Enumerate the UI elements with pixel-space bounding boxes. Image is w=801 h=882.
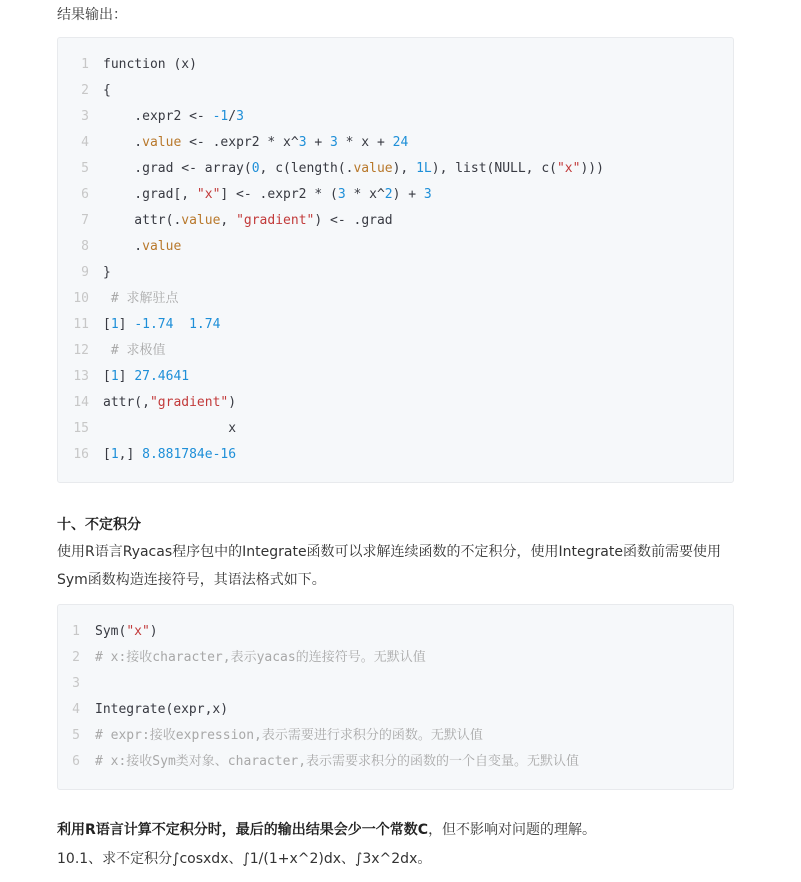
paragraph-note (57, 816, 747, 844)
code-line (58, 312, 733, 338)
code-token: 3 (423, 187, 432, 202)
code-token: ) (149, 624, 158, 639)
code-token: 3 (330, 135, 338, 150)
code-token: , c(length(. (259, 161, 354, 176)
intro-text: 结果输出： (57, 7, 127, 23)
line-number: 8 (81, 239, 89, 254)
line-number: 4 (72, 702, 80, 717)
line-number: 7 (81, 213, 89, 228)
line-number: 12 (73, 343, 89, 358)
code-token: "gradient" (149, 395, 229, 410)
line-number: 13 (73, 369, 89, 384)
code-token: ))) (580, 161, 604, 176)
code-token: , (220, 213, 237, 228)
code-token: ) + (392, 187, 424, 202)
note-bold: 利用R语言计算不定积分时，最后的输出结果会少一个常数C (57, 822, 429, 838)
code-token: 1 (110, 317, 119, 332)
code-token: [ (103, 369, 111, 384)
code-token: 1 (110, 369, 119, 384)
code-token: ), (392, 161, 417, 176)
line-number: 4 (81, 135, 89, 150)
code-token: "x" (196, 187, 221, 202)
code-line (58, 645, 733, 671)
code-token: * x^ (345, 187, 385, 202)
code-line (58, 338, 733, 364)
code-line (58, 260, 733, 286)
code-token: 3 (298, 135, 307, 150)
code-token: 3 (236, 109, 244, 124)
code-token: .expr2 <- (103, 109, 213, 124)
section-heading: 十、不定积分 (57, 517, 141, 533)
code-token: ) <- .grad (314, 213, 393, 228)
line-number: 1 (81, 57, 89, 72)
code-token: ] <- .expr2 * ( (220, 187, 338, 202)
code-token: 2 (384, 187, 393, 202)
line-number: 14 (73, 395, 89, 410)
code-token: <- .expr2 * x^ (181, 135, 299, 150)
code-token: { (103, 83, 111, 98)
line-number: 3 (81, 109, 89, 124)
code-token: # expr:接收expression,表示需要进行求积分的函数。无默认值 (95, 728, 483, 743)
code-token: 1 (110, 447, 119, 462)
code-token: + (306, 135, 330, 150)
code-block-output (57, 37, 734, 483)
code-line (58, 104, 733, 130)
code-line (58, 390, 733, 416)
code-lines (58, 619, 733, 775)
line-number: 6 (81, 187, 89, 202)
paragraph-intro: 使用R语言Ryacas程序包中的Integrate函数可以求解连续函数的不定积分，使用Integrate函数前需要使用Sym函数构造连接符号，其语法格式如下。 (57, 544, 721, 588)
code-token: value (353, 161, 393, 176)
code-token: 0 (251, 161, 260, 176)
code-token: value (181, 213, 221, 228)
code-token: # x:接收Sym类对象、character,表示需要求积分的函数的一个自变量。无默认值 (95, 754, 580, 769)
code-token: "x" (556, 161, 581, 176)
code-line (58, 156, 733, 182)
code-token: 27.4641 (134, 369, 190, 384)
code-token: value (142, 135, 182, 150)
code-line (58, 182, 733, 208)
code-token: * x + (337, 135, 393, 150)
code-lines (58, 52, 733, 468)
code-token: # 求解驻点 (103, 291, 179, 306)
line-number: 5 (81, 161, 89, 176)
code-token: Sym( (95, 624, 127, 639)
code-token: -1 (212, 109, 229, 124)
code-token: ), list(NULL, c( (431, 161, 557, 176)
code-token: ] (118, 317, 135, 332)
code-line (58, 442, 733, 468)
code-token: } (103, 265, 111, 280)
line-number: 10 (73, 291, 89, 306)
code-token: 8.881784e-16 (142, 447, 237, 462)
code-line (58, 52, 733, 78)
code-token: .grad[, (103, 187, 197, 202)
code-token: [ (103, 447, 111, 462)
line-number: 1 (72, 624, 80, 639)
code-line (58, 619, 733, 645)
line-number: 3 (72, 676, 80, 691)
line-number: 15 (73, 421, 89, 436)
code-token: [ (103, 317, 111, 332)
code-token: "gradient" (236, 213, 315, 228)
code-token: Integrate(expr,x) (95, 702, 229, 717)
code-line (58, 78, 733, 104)
code-token: ] (118, 369, 135, 384)
code-line (58, 208, 733, 234)
line-number: 16 (73, 447, 89, 462)
code-line (58, 416, 733, 442)
code-token: . (103, 135, 143, 150)
line-number: 9 (81, 265, 89, 280)
code-line (58, 723, 733, 749)
code-line (58, 671, 733, 697)
code-line (58, 234, 733, 260)
code-token: x (103, 421, 237, 436)
code-block-syntax (57, 604, 734, 790)
code-token: value (142, 239, 182, 254)
paragraph-example: 10.1、求不定积分∫cosxdx、∫1/(1+x^2)dx、∫3x^2dx。 (57, 851, 432, 867)
code-token: 1L (416, 161, 432, 176)
code-token: function (x) (103, 57, 197, 72)
code-token: 3 (337, 187, 346, 202)
note-rest: ，但不影响对问题的理解。 (428, 822, 597, 838)
code-line (58, 697, 733, 723)
code-line (58, 364, 733, 390)
code-token: -1.74 1.74 (134, 317, 221, 332)
code-token: attr(, (103, 395, 150, 410)
code-line (58, 749, 733, 775)
code-line (58, 286, 733, 312)
code-token: 24 (392, 135, 409, 150)
code-line (58, 130, 733, 156)
code-token: attr(. (103, 213, 182, 228)
code-token: .grad <- array( (103, 161, 252, 176)
line-number: 5 (72, 728, 80, 743)
code-token: "x" (126, 624, 150, 639)
line-number: 2 (72, 650, 80, 665)
code-token: # x:接收character,表示yacas的连接符号。无默认值 (95, 650, 426, 665)
line-number: 2 (81, 83, 89, 98)
line-number: 11 (73, 317, 89, 332)
code-token: . (103, 239, 143, 254)
code-token: ) (228, 395, 237, 410)
code-token: ,] (118, 447, 143, 462)
code-token: / (228, 109, 237, 124)
line-number: 6 (72, 754, 80, 769)
code-token: # 求极值 (103, 343, 166, 358)
